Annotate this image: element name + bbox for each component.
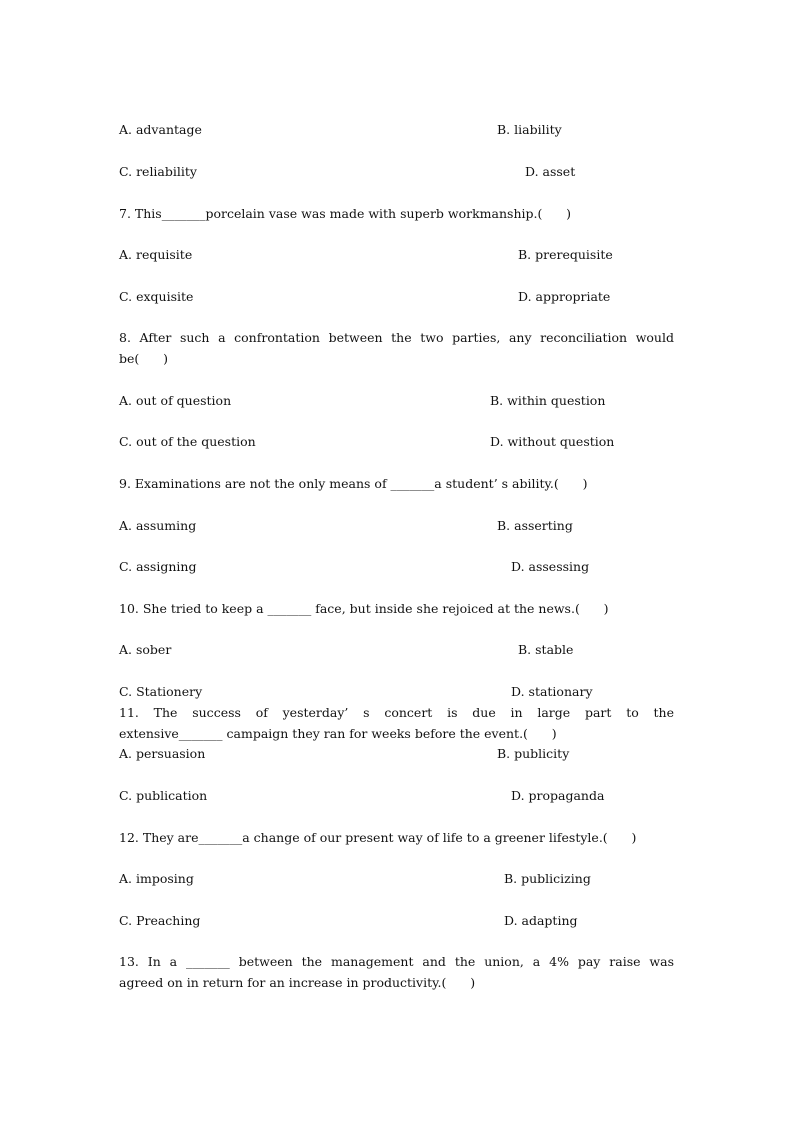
- q11-option-a: A. persuasion: [119, 746, 206, 761]
- question-8-line-2: be( ): [119, 351, 168, 366]
- question-11-line-2: extensive_______ campaign they ran for weeks before the event.( ): [119, 726, 557, 741]
- question-13-line-2: agreed on in return for an increase in productivity.( ): [119, 975, 476, 990]
- q10-option-c: C. Stationery: [119, 684, 203, 699]
- q7-option-b: B. prerequisite: [518, 247, 613, 262]
- q12-option-d: D. adapting: [504, 913, 578, 928]
- q10-option-d: D. stationary: [511, 684, 593, 699]
- question-8-line-1: 8. After such a confrontation between the two parties, any reconciliation would: [119, 330, 674, 345]
- q10-option-b: B. stable: [518, 642, 574, 657]
- q11-option-d: D. propaganda: [511, 788, 605, 803]
- question-13-line-1: 13. In a _______ between the management and the union, a 4% pay raise was: [119, 954, 674, 969]
- question-12: 12. They are_______a change of our present way of life to a greener lifestyle.( ): [119, 830, 637, 845]
- q8-option-d: D. without question: [490, 434, 615, 449]
- q8-option-b: B. within question: [490, 393, 606, 408]
- q8-option-a: A. out of question: [119, 393, 232, 408]
- q7-option-c: C. exquisite: [119, 289, 194, 304]
- q6-option-b: B. liability: [497, 122, 562, 137]
- q6-option-a: A. advantage: [119, 122, 202, 137]
- question-10: 10. She tried to keep a _______ face, but inside she rejoiced at the news.( ): [119, 601, 609, 616]
- q6-option-d: D. asset: [525, 164, 576, 179]
- q12-option-b: B. publicizing: [504, 871, 591, 886]
- q8-option-c: C. out of the question: [119, 434, 256, 449]
- q9-option-c: C. assigning: [119, 559, 197, 574]
- q9-option-d: D. assessing: [511, 559, 590, 574]
- q6-option-c: C. reliability: [119, 164, 197, 179]
- q11-option-b: B. publicity: [497, 746, 570, 761]
- question-11-line-1: 11. The success of yesterday’ s concert is due in large part to the: [119, 705, 674, 720]
- question-9: 9. Examinations are not the only means of _______a student’ s ability.( ): [119, 476, 588, 491]
- q12-option-c: C. Preaching: [119, 913, 201, 928]
- q9-option-b: B. asserting: [497, 518, 573, 533]
- q10-option-a: A. sober: [119, 642, 172, 657]
- question-7: 7. This_______porcelain vase was made with superb workmanship.( ): [119, 206, 572, 221]
- q7-option-a: A. requisite: [119, 247, 193, 262]
- q7-option-d: D. appropriate: [518, 289, 611, 304]
- q9-option-a: A. assuming: [119, 518, 197, 533]
- q11-option-c: C. publication: [119, 788, 208, 803]
- q12-option-a: A. imposing: [119, 871, 194, 886]
